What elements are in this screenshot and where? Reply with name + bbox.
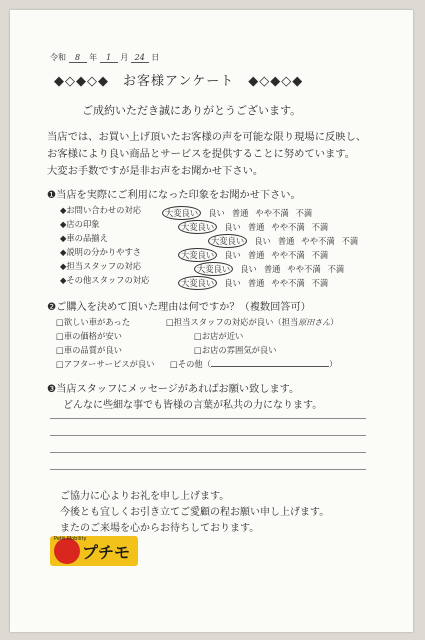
q2-option-staff-label: □担当スタッフの対応が良い（担当 <box>166 317 299 327</box>
date-year-unit: 年 <box>89 53 98 62</box>
q1-option[interactable]: 普通 <box>277 236 295 246</box>
q1-option[interactable]: 普通 <box>231 208 249 218</box>
q3-title: ❸当店スタッフにメッセージがあればお願い致します。 <box>47 384 300 395</box>
q2-other-input[interactable] <box>211 366 329 367</box>
q1-label-6: ◆その他スタッフの対応 <box>60 275 150 285</box>
q2-option-atmosphere[interactable]: □お店の雰囲気が良い <box>194 345 277 355</box>
q1-option[interactable]: やや不満 <box>255 208 289 218</box>
q1-label-5: ◆担当スタッフの対応 <box>60 261 142 271</box>
q1-option-selected[interactable]: 大変良い <box>208 234 247 248</box>
q1-options-3 <box>208 234 365 248</box>
date-line <box>50 52 159 63</box>
logo-text: プチモ <box>82 543 131 562</box>
q1-options-6 <box>178 276 335 290</box>
q2-option-near[interactable]: □お店が近い <box>194 331 244 341</box>
greeting: ご成約いただき誠にありがとうございます。 <box>82 104 302 117</box>
message-line[interactable] <box>50 435 366 436</box>
q1-option[interactable]: やや不満 <box>271 278 305 288</box>
q1-option[interactable]: 良い <box>224 222 241 232</box>
q1-option[interactable]: 良い <box>240 264 257 274</box>
q1-options-5 <box>194 262 351 276</box>
q2-option-staff[interactable] <box>166 316 339 328</box>
q1-option[interactable]: 不満 <box>295 208 313 218</box>
q1-option[interactable]: やや不満 <box>287 264 321 274</box>
q3-subtitle: どんなに些細な事でも皆様の言葉が私共の力になります。 <box>63 400 323 411</box>
logo-small-text: Petit Mobility <box>54 536 87 542</box>
q1-options-4 <box>178 248 335 262</box>
message-line[interactable] <box>50 469 366 470</box>
q1-option[interactable]: 良い <box>224 250 241 260</box>
message-line[interactable] <box>50 452 366 453</box>
petimo-logo <box>50 536 138 566</box>
q1-option[interactable]: 不満 <box>311 278 329 288</box>
page-title: ◆◇◆◇◆ お客様アンケート ◆◇◆◇◆ <box>54 74 304 89</box>
q2-staff-name: 原田さん <box>298 318 331 327</box>
intro-line-1: 当店では、お買い上げ頂いたお客様の声を可能な限り現場に反映し、 <box>47 131 367 143</box>
q1-option[interactable]: 不満 <box>327 264 345 274</box>
date-day-unit: 日 <box>151 53 160 62</box>
q1-option-selected[interactable]: 大変良い <box>194 262 233 276</box>
q1-option-selected[interactable]: 大変良い <box>178 276 217 290</box>
q1-label-3: ◆車の品揃え <box>60 233 108 243</box>
q1-option[interactable]: 良い <box>224 278 241 288</box>
q1-option[interactable]: 不満 <box>311 222 329 232</box>
q1-option[interactable]: 普通 <box>247 250 265 260</box>
q1-option[interactable]: 不満 <box>341 236 359 246</box>
closing-line-1: ご協力に心よりお礼を申し上げます。 <box>60 491 230 502</box>
date-month-unit: 月 <box>120 53 129 62</box>
q1-option[interactable]: やや不満 <box>271 222 305 232</box>
date-day: 24 <box>131 53 149 63</box>
q1-label-2: ◆店の印象 <box>60 219 100 229</box>
q2-option-1[interactable]: □欲しい車があった <box>56 317 131 327</box>
q1-options-2 <box>178 220 335 234</box>
q1-option[interactable]: 良い <box>208 208 225 218</box>
date-year: 8 <box>69 53 87 63</box>
q1-option[interactable]: やや不満 <box>301 236 335 246</box>
intro-line-3: 大変お手数ですが是非お声をお聞かせ下さい。 <box>47 165 264 177</box>
closing-line-2: 今後とも宜しくお引き立てご愛顧の程お願い申し上げます。 <box>60 507 330 518</box>
q1-option[interactable]: 不満 <box>311 250 329 260</box>
q2-option-4[interactable]: □アフターサービスが良い <box>56 359 155 369</box>
q2-title: ❷ご購入を決めて頂いた理由は何ですか？（複数回答可） <box>47 302 311 313</box>
q1-option[interactable]: やや不満 <box>271 250 305 260</box>
intro-line-2: お客様により良い商品とサービスを提供することに努めています。 <box>47 148 356 160</box>
q2-staff-close: ） <box>330 317 339 327</box>
q2-option-other-label: □その他（ <box>170 359 212 369</box>
date-month: 1 <box>100 53 118 63</box>
q1-label-1: ◆お問い合わせの対応 <box>60 205 142 215</box>
q2-option-3[interactable]: □車の品質が良い <box>56 345 122 355</box>
q1-option-selected[interactable]: 大変良い <box>178 220 217 234</box>
q1-option[interactable]: 良い <box>254 236 271 246</box>
q1-option-selected[interactable]: 大変良い <box>178 248 217 262</box>
q1-option-selected[interactable]: 大変良い <box>162 206 201 220</box>
q2-option-2[interactable]: □車の価格が安い <box>56 331 122 341</box>
q1-option[interactable]: 普通 <box>247 222 265 232</box>
q1-label-4: ◆説明の分かりやすさ <box>60 247 142 257</box>
message-line[interactable] <box>50 418 366 419</box>
q1-option[interactable]: 普通 <box>263 264 281 274</box>
q1-option[interactable]: 普通 <box>247 278 265 288</box>
q2-other-close: ） <box>329 359 338 369</box>
q2-option-other[interactable] <box>170 358 337 370</box>
q1-options-1 <box>162 206 319 220</box>
q1-title: ❶当店を実際にご利用になった印象をお聞かせ下さい。 <box>47 190 301 201</box>
closing-line-3: またのご来場を心からお待ちしております。 <box>60 523 260 534</box>
date-era: 令和 <box>50 53 66 62</box>
